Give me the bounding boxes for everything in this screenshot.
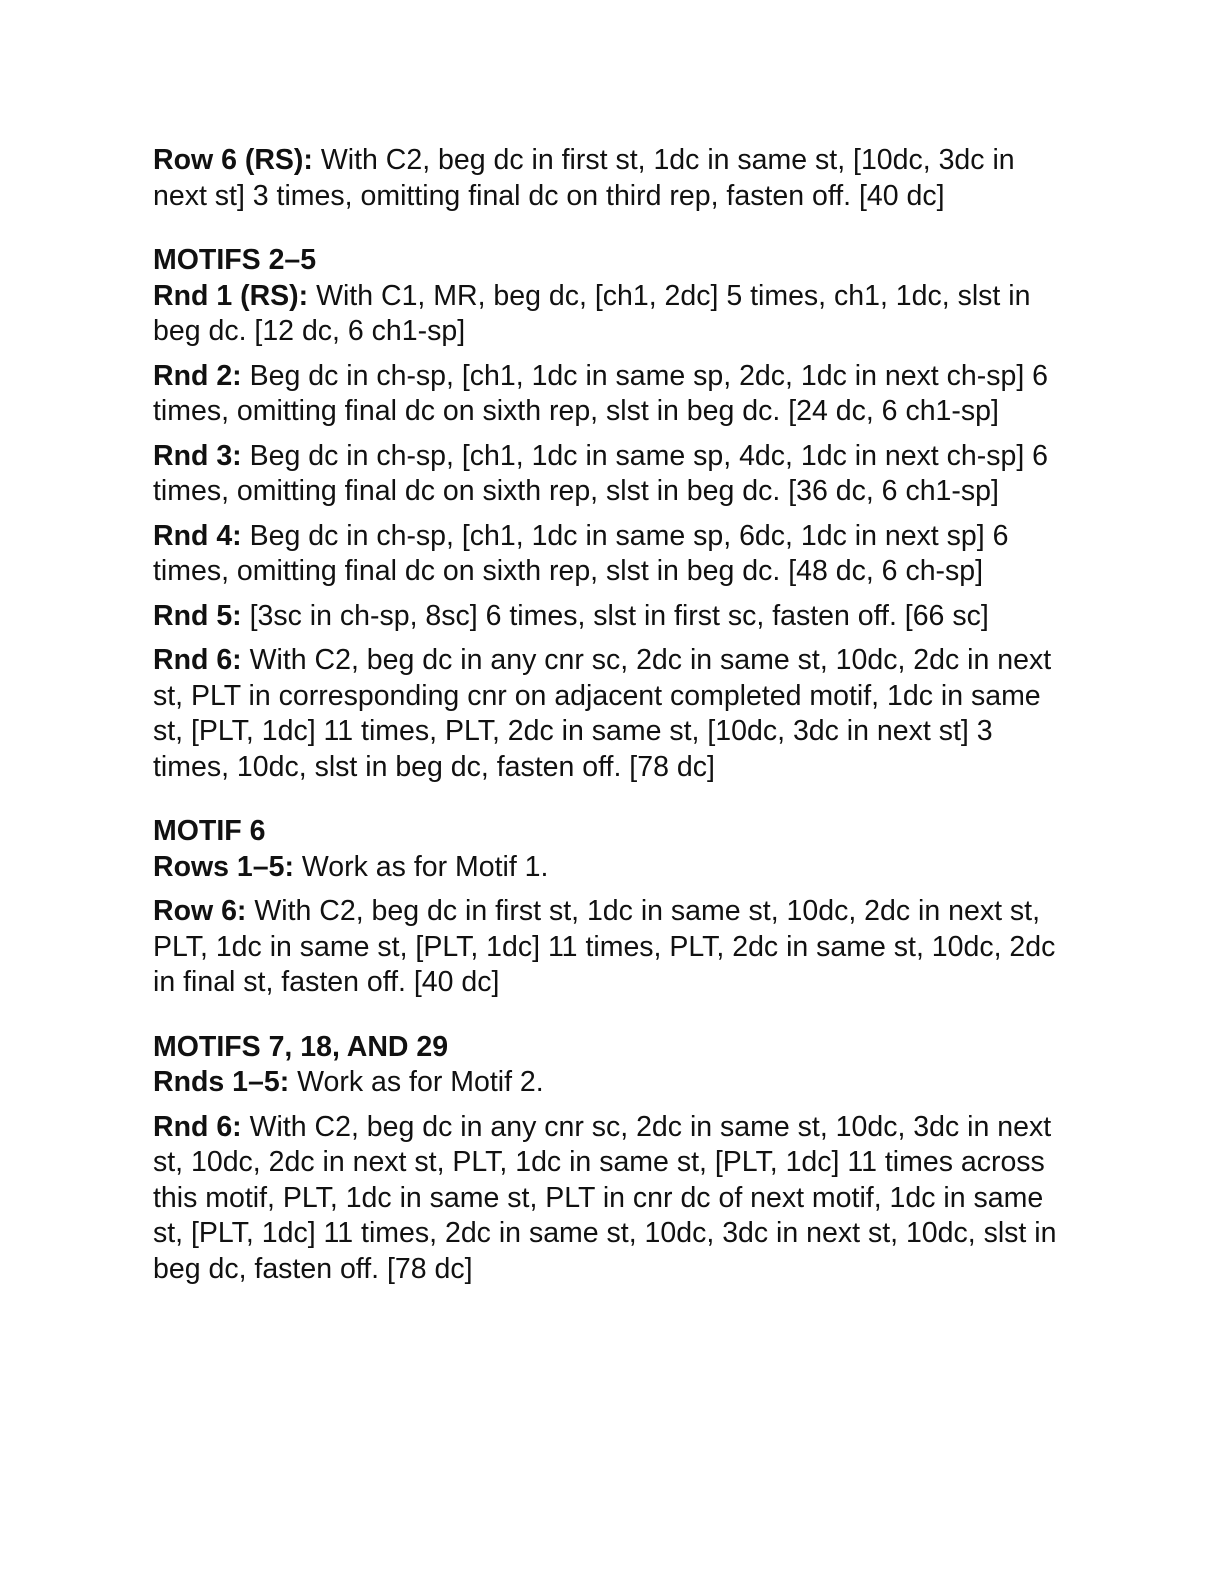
instruction-text: Beg dc in ch-sp, [ch1, 1dc in same sp, 4dc, 1dc in next ch-sp] 6 times, omitting final dc on sixth rep, slst in beg dc. [36 dc, 6 ch1-sp] [153, 439, 1049, 507]
instruction-text: With C2, beg dc in any cnr sc, 2dc in same st, 10dc, 3dc in next st, 10dc, 2dc in next st, PLT, 1dc in same st, [PLT, 1dc] 11 times across this motif, PLT, 1dc in same st, PLT in cnr dc of next motif, 1dc in same st, [PLT, 1dc] 11 times, 2dc in same st, 10dc, 3dc in next st, 10dc, slst in beg dc, fasten off. [78 dc] [153, 1110, 1057, 1285]
instruction-row [153, 143, 1068, 214]
instruction-row [153, 850, 1068, 886]
instruction-text: Work as for Motif 2. [289, 1066, 544, 1098]
instruction-label: Rnd 4: [153, 519, 242, 552]
pattern-page [153, 143, 1068, 1296]
instruction-label: Rows 1–5: [153, 850, 294, 883]
instruction-row [153, 894, 1068, 1001]
instruction-label: Rnd 1 (RS): [153, 279, 309, 312]
instruction-row [153, 1110, 1068, 1288]
pattern-section [153, 1030, 1068, 1288]
instruction-text: With C1, MR, beg dc, [ch1, 2dc] 5 times, ch1, 1dc, slst in beg dc. [12 dc, 6 ch1-sp] [153, 279, 1031, 347]
instruction-row [153, 519, 1068, 590]
section-heading: MOTIF 6 [153, 815, 266, 847]
instruction-label: Rnd 5: [153, 599, 242, 632]
pattern-section [153, 814, 1068, 1001]
instruction-label: Rnds 1–5: [153, 1066, 290, 1098]
instruction-row [153, 439, 1068, 510]
instruction-text: With C2, beg dc in first st, 1dc in same st, 10dc, 2dc in next st, PLT, 1dc in same st, [PLT, 1dc] 11 times, PLT, 2dc in same st, 10dc, 2dc in final st, fasten off. [40 dc] [153, 895, 1056, 998]
instruction-label: Row 6 (RS): [153, 144, 313, 176]
instruction-label: Rnd 3: [153, 439, 242, 472]
instruction-text: Beg dc in ch-sp, [ch1, 1dc in same sp, 6dc, 1dc in next sp] 6 times, omitting final dc on sixth rep, slst in beg dc. [48 dc, 6 ch-sp] [153, 519, 1009, 587]
instruction-text: Work as for Motif 1. [293, 850, 549, 883]
instruction-text: With C2, beg dc in first st, 1dc in same st, [10dc, 3dc in next st] 3 times, omitting final dc on third rep, fasten off. [40 dc] [153, 144, 1015, 212]
pattern-section [153, 143, 1068, 214]
instruction-label: Rnd 6: [153, 1110, 242, 1143]
instruction-text: With C2, beg dc in any cnr sc, 2dc in same st, 10dc, 2dc in next st, PLT in corresponding cnr on adjacent completed motif, 1dc in same st, [PLT, 1dc] 11 times, PLT, 2dc in same st, [10dc, 3dc in next st] 3 times, 10dc, slst in beg dc, fasten off. [78 dc] [153, 644, 1052, 783]
pattern-section [153, 243, 1068, 785]
section-heading: MOTIFS 7, 18, AND 29 [153, 1030, 449, 1063]
instruction-row [153, 1065, 1068, 1101]
instruction-row [153, 599, 1068, 635]
instruction-text: Beg dc in ch-sp, [ch1, 1dc in same sp, 2dc, 1dc in next ch-sp] 6 times, omitting final dc on sixth rep, slst in beg dc. [24 dc, 6 ch1-sp] [153, 359, 1049, 427]
instruction-label: Rnd 2: [153, 359, 242, 392]
instruction-text: [3sc in ch-sp, 8sc] 6 times, slst in first sc, fasten off. [66 sc] [241, 599, 989, 632]
instruction-row [153, 359, 1068, 430]
instruction-row [153, 279, 1068, 350]
instruction-label: Row 6: [153, 895, 247, 927]
instruction-label: Rnd 6: [153, 644, 242, 676]
instruction-row [153, 643, 1068, 785]
section-heading: MOTIFS 2–5 [153, 244, 317, 276]
